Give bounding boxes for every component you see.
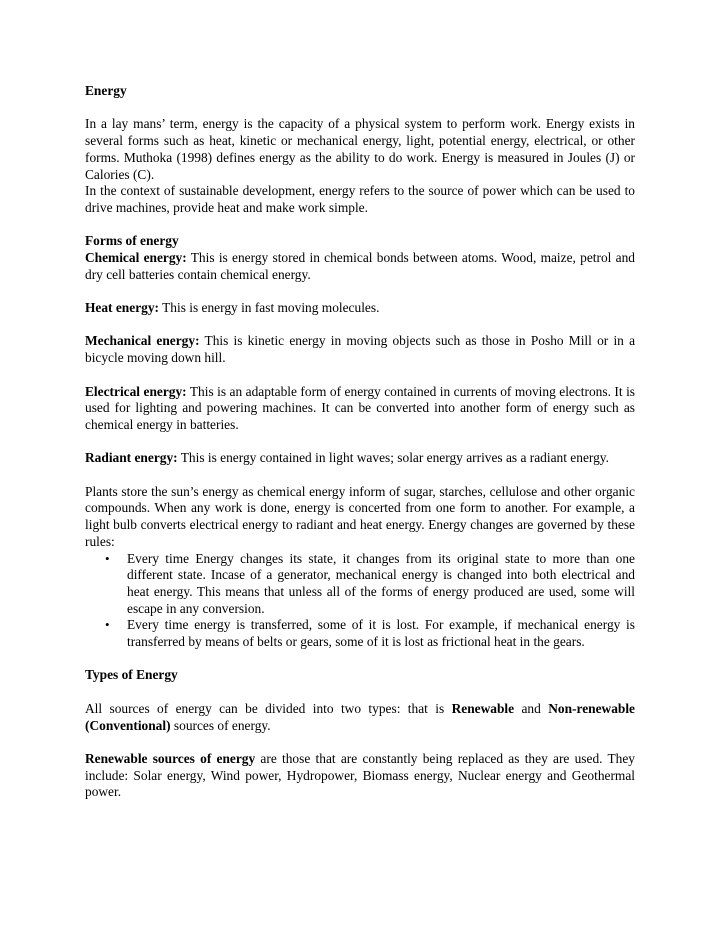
chemical-energy-paragraph: [85, 250, 635, 283]
energy-rules-list: [85, 551, 635, 651]
bullet-icon: •: [105, 550, 110, 566]
heat-energy-paragraph: [85, 300, 635, 317]
renewable-term: Renewable: [451, 700, 515, 716]
mechanical-energy-paragraph: [85, 333, 635, 366]
heat-energy-label: Heat energy:: [85, 300, 159, 316]
heat-energy-text: This is energy in fast moving molecules.: [159, 300, 380, 316]
electrical-energy-label: Electrical energy:: [85, 383, 187, 399]
radiant-energy-text: This is energy contained in light waves; solar energy arrives as a radiant energy.: [177, 450, 609, 466]
non-renewable-term: Non-renewable (Conventional): [85, 700, 636, 733]
intro-paragraph: In a lay mans’ term, energy is the capacity of a physical system to perform work. Energy exists in several forms such as heat, kinetic or mechanical energy, light, potential energy, electrical, or other forms. Muthoka (1998) defines energy as the ability to do work. Energy is measured in Joules (J) or Calories (C).: [85, 116, 635, 182]
list-item: • Every time Energy changes its state, it changes from its original state to more than one different state. Incase of a generator, mechanical energy is changed into both electrical and heat energy. This means that unless all of the forms of energy produced are used, some will escape in any conversion.: [105, 550, 635, 616]
chemical-energy-text: This is energy stored in chemical bonds between atoms. Wood, maize, petrol and dry cell batteries contain chemical energy.: [85, 250, 635, 282]
bullet-icon: •: [105, 617, 110, 633]
list-item: • Every time energy is transferred, some of it is lost. For example, if mechanical energy is transferred by means of belts or gears, some of it is lost as frictional heat in the gears.: [105, 617, 635, 650]
mechanical-energy-label: Mechanical energy:: [85, 333, 200, 349]
heading-types-of-energy: Types of Energy: [85, 667, 178, 683]
mechanical-energy-text: This is kinetic energy in moving objects such as those in Posho Mill or in a bicycle moving down hill.: [85, 333, 636, 366]
electrical-energy-paragraph: [85, 384, 635, 434]
heading-energy: Energy: [85, 83, 127, 98]
chemical-energy-label: Chemical energy:: [85, 250, 187, 265]
renewable-sources-paragraph: Renewable sources of energy are those that are constantly being replaced as they are used. They include: Solar energy, Wind power, Hydropower, Biomass energy, Nuclear energy and Geothermal power.: [85, 750, 635, 800]
renewable-sources-label: Renewable sources of energy: [85, 750, 256, 766]
document-page: [85, 83, 635, 801]
electrical-energy-text: This is an adaptable form of energy contained in currents of moving electrons. It is used for lighting and powering machines. It can be converted into another form of energy such as chemical energy in batteries.: [85, 383, 635, 432]
types-paragraph: All sources of energy can be divided into two types: that is Renewable and Non-renewable (Conventional) sources of energy.: [85, 700, 636, 733]
radiant-energy-label: Radiant energy:: [85, 450, 178, 466]
radiant-energy-paragraph: [85, 450, 635, 467]
heading-forms-of-energy: Forms of energy: [85, 233, 179, 249]
plants-paragraph: Plants store the sun’s energy as chemical energy inform of sugar, starches, cellulose and other organic compounds. When any work is done, energy is concerted from one form to another. For example, a light bulb converts electrical energy to radiant and heat energy. Energy changes are governed by these rules:: [85, 483, 635, 549]
context-paragraph: In the context of sustainable development, energy refers to the source of power which can be used to drive machines, provide heat and make work simple.: [85, 183, 635, 215]
